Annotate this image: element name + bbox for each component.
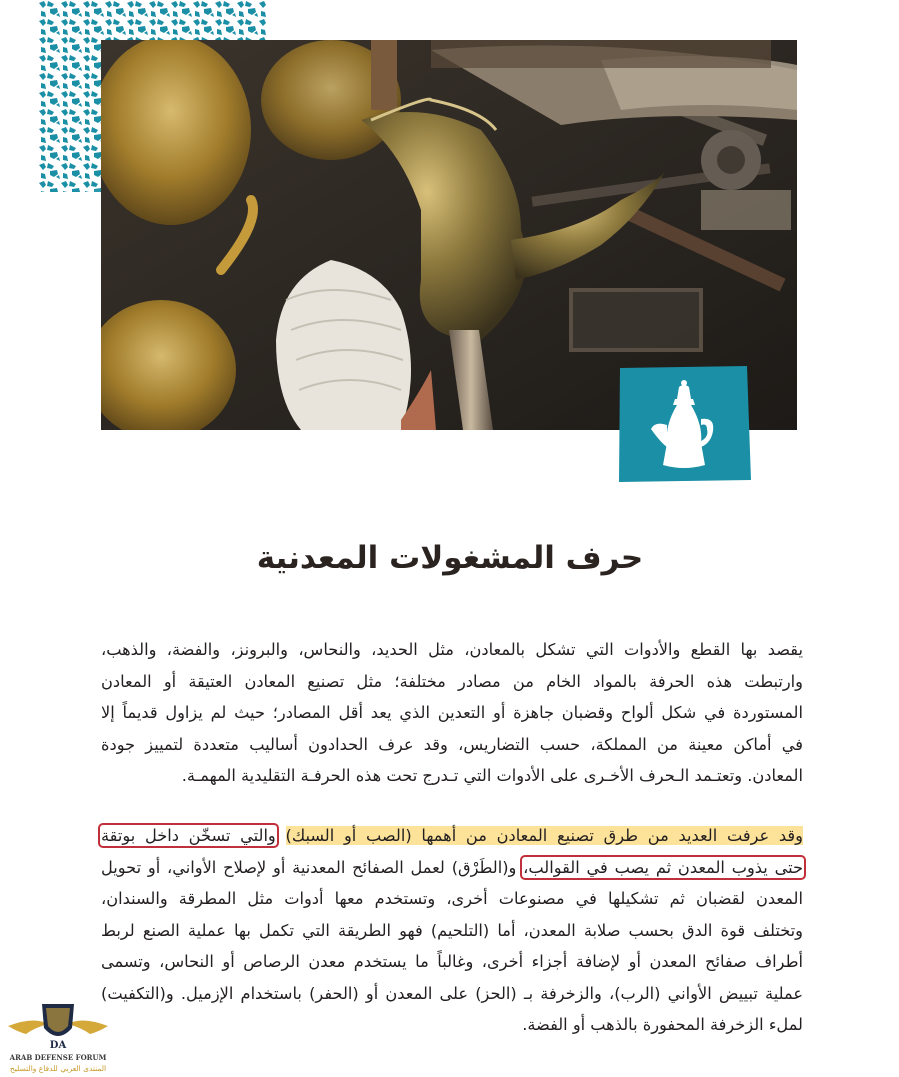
paragraph-line: المعدن لقضبان ثم تشكيلها في مصنوعات أخرى، وتستخدم معها أدوات مثل المطرقة والسندان، xyxy=(101,889,803,908)
paragraph-line: في أماكن معينة من المملكة، حسب التضاريس، وقد عرف الحدادون أساليب متعددة لتمييز جودة xyxy=(101,734,803,754)
forum-name-ar: المنتدى العربي للدفاع والتسليح xyxy=(9,1064,107,1073)
boxed-text: حتى يذوب المعدن ثم يصب في القوالب، xyxy=(523,857,803,877)
forum-monogram: DA xyxy=(49,1040,67,1051)
paragraph-line: يقصد بها القطع والأدوات التي تشكل بالمعادن، مثل الحديد، والنحاس، والبرونز، والفضة، والذهب، xyxy=(101,640,803,659)
paragraph-line xyxy=(101,820,803,852)
paragraph-line: وارتبطت هذه الحرفة بالمواد الخام من مصادر مختلفة؛ مثل تصنيع المعادن العتيقة أو المعادن xyxy=(101,671,803,691)
paragraph-line: وتختلف قوة الدق بحسب صلابة المعدن، أما (التلحيم) فهو الطريقة التي تكمل بها عملية الصنع لربط xyxy=(101,920,803,940)
paragraph-line: المعادن. وتعتـمد الـحرف الأخـرى على الأدوات التي تـدرج تحت هذه الحرفـة التقليدية المهمـة. xyxy=(181,766,803,785)
paragraph-line: عملية تبييض الأواني (الرب)، والزخرفة بـ (الحز) على المعدن أو (الحفر) باستخدام الإزميل. و(التكفيت) xyxy=(101,983,803,1003)
paragraph-line: أطراف صفائح المعدن أو لإضافة أجزاء أخرى، وغالباً ما يستخدم معدن الرصاص أو النحاس، وتسمى xyxy=(101,952,803,971)
forum-name-en: ARAB DEFENSE FORUM xyxy=(9,1053,107,1062)
dallah-badge-icon xyxy=(617,365,752,483)
boxed-text: والتي تسخّن داخل بوتقة xyxy=(101,826,276,845)
highlighted-text: وقد عرفت العديد من طرق تصنيع المعادن من أهمها (الصب أو السبك) xyxy=(285,826,803,845)
paragraph-line: لملء الزخرفة المحفورة بالذهب أو الفضة. xyxy=(522,1015,803,1034)
paragraph-line: المستوردة في شكل ألواح وقضبان جاهزة أو التعدين الذي يعد أقل المصادر؛ حيث لم يزاول قديماً إلا xyxy=(101,703,803,722)
paragraph-text: و(الطَرْق) لعمل الصفائح المعدنية أو لإصلاح الأواني، أو تحويل xyxy=(101,857,517,877)
methods-paragraph xyxy=(101,820,803,1041)
page-title: حرف المشغولات المعدنية xyxy=(256,540,644,576)
intro-paragraph xyxy=(101,634,803,792)
paragraph-line xyxy=(101,852,803,884)
